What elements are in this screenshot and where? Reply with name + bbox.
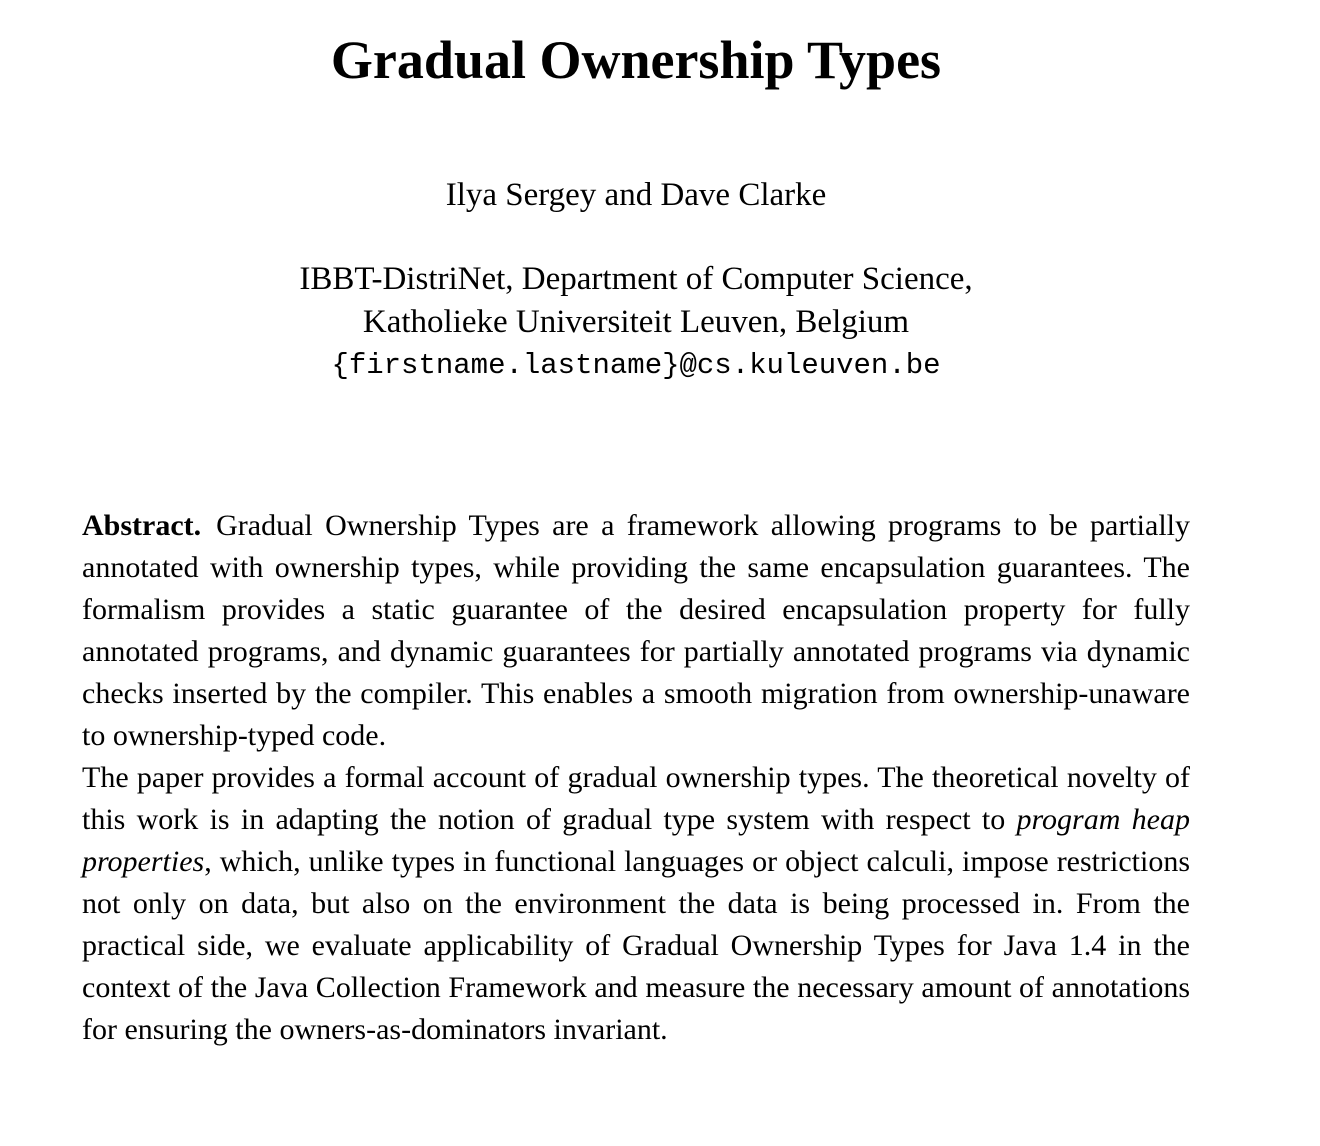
paper-title: Gradual Ownership Types [330,30,942,90]
abstract-italic-phrase: program heap properties [82,803,1191,878]
authors-line: Ilya Sergey and Dave Clarke [445,177,827,213]
contact-email: {firstname.lastname}@cs.kuleuven.be [331,349,941,382]
abstract-paragraph-2-text-after: , which, unlike types in functional languages or object calculi, impose restrictions not only on data, but also on the environment the data is being processed in. From the practical side, we evaluate applicability of Gradual Ownership Types for Java 1.4 in the context of the Java Collection Framework and measure the necessary amount of annotations for ensuring the owners-as-dominators invariant. [82,845,1190,1046]
abstract-paragraph-2 [82,757,1190,1051]
affiliation-line-1: IBBT-DistriNet, Department of Computer Science, [299,261,973,297]
abstract-paragraph-1-text: Gradual Ownership Types are a framework allowing programs to be partially annotated with ownership types, while providing the same encapsulation guarantees. The formalism provides a static guarantee of the desired encapsulation property for fully annotated programs, and dynamic guarantees for partially annotated programs via dynamic checks inserted by the compiler. This enables a smooth migration from ownership-unaware to ownership-typed code. [82,509,1190,752]
abstract-heading: Abstract. [82,509,202,542]
abstract-paragraph-2-text-before: The paper provides a formal account of gradual ownership types. The theoretical novelty of this work is in adapting the notion of gradual type system with respect to [82,761,1190,836]
affiliation-line-2: Katholieke Universiteit Leuven, Belgium [362,304,910,340]
affiliation-block [82,258,1190,387]
abstract-paragraph-1 [82,505,1190,757]
abstract-section [82,505,1190,1051]
